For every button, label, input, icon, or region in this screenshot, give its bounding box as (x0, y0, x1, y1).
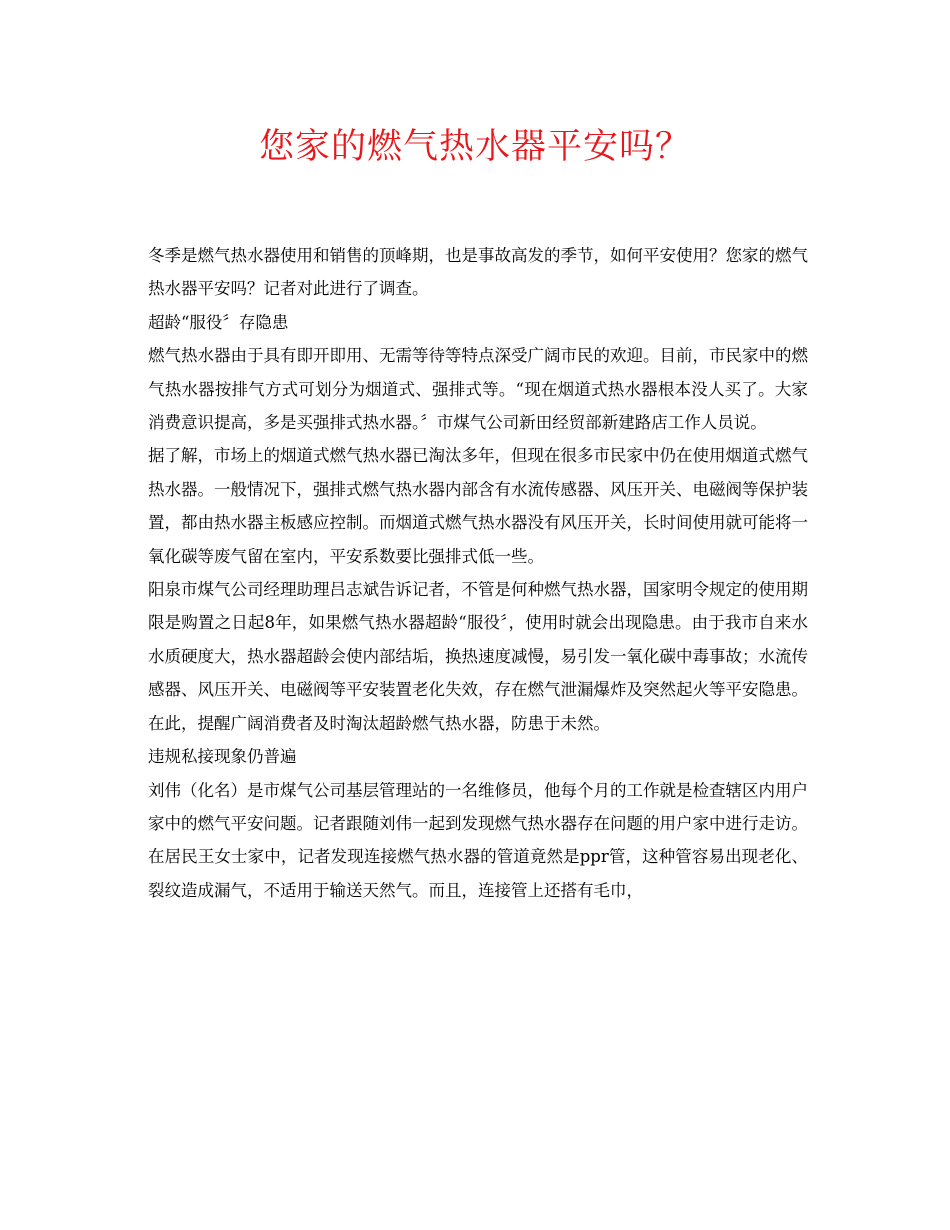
section-heading-illegal-connection: 违规私接现象仍普遍 (148, 747, 297, 767)
paragraph-ppr-pipe: 在居民王女士家中，记者发现连接燃气热水器的管道竟然是ppr管，这种管容易出现老化、裂纹造成漏气，不适用于输送天然气。而且，连接管上还搭有毛巾， (148, 847, 808, 900)
section-heading-overage: 超龄“服役〞存隐患 (148, 312, 289, 332)
paragraph-flue-type: 据了解，市场上的烟道式燃气热水器已淘汰多年，但现在很多市民家中仍在使用烟道式燃气热水器。一般情况下，强排式燃气热水器内部含有水流传感器、风压开关、电磁阀等保护装置，都由热水器主板感应控制。而烟道式燃气热水器没有风压开关，长时间使用就可能将一氧化碳等废气留在室内，平安系数要比强排式低一些。 (148, 446, 808, 566)
document-title: 您家的燃气热水器平安吗？ (258, 127, 691, 167)
paragraph-intro: 冬季是燃气热水器使用和销售的顶峰期，也是事故高发的季节，如何平安使用？您家的燃气热水器平安吗？记者对此进行了调查。 (148, 246, 808, 299)
paragraph-service-life: 阳泉市煤气公司经理助理吕志斌告诉记者，不管是何种燃气热水器，国家明令规定的使用期限是购置之日起8年，如果燃气热水器超龄“服役〞，使用时就会出现隐患。由于我市自来水水质硬度大，热水器超龄会使内部结垢，换热速度减慢，易引发一氧化碳中毒事故；水流传感器、风压开关、电磁阀等平安装置老化失效，存在燃气泄漏爆炸及突然起火等平安隐患。在此，提醒广阔消费者及时淘汰超龄燃气热水器，防患于未然。 (148, 580, 808, 733)
paragraph-maintenance-worker: 刘伟（化名）是市煤气公司基层管理站的一名维修员，他每个月的工作就是检查辖区内用户家中的燃气平安问题。记者跟随刘伟一起到发现燃气热水器存在问题的用户家中进行走访。 (148, 780, 808, 833)
paragraph-heater-types: 燃气热水器由于具有即开即用、无需等待等特点深受广阔市民的欢迎。目前，市民家中的燃气热水器按排气方式可划分为烟道式、强排式等。“现在烟道式热水器根本没人买了。大家消费意识提高，多是买强排式热水器。〞市煤气公司新田经贸部新建路店工作人员说。 (148, 346, 808, 433)
document-body (148, 239, 808, 907)
